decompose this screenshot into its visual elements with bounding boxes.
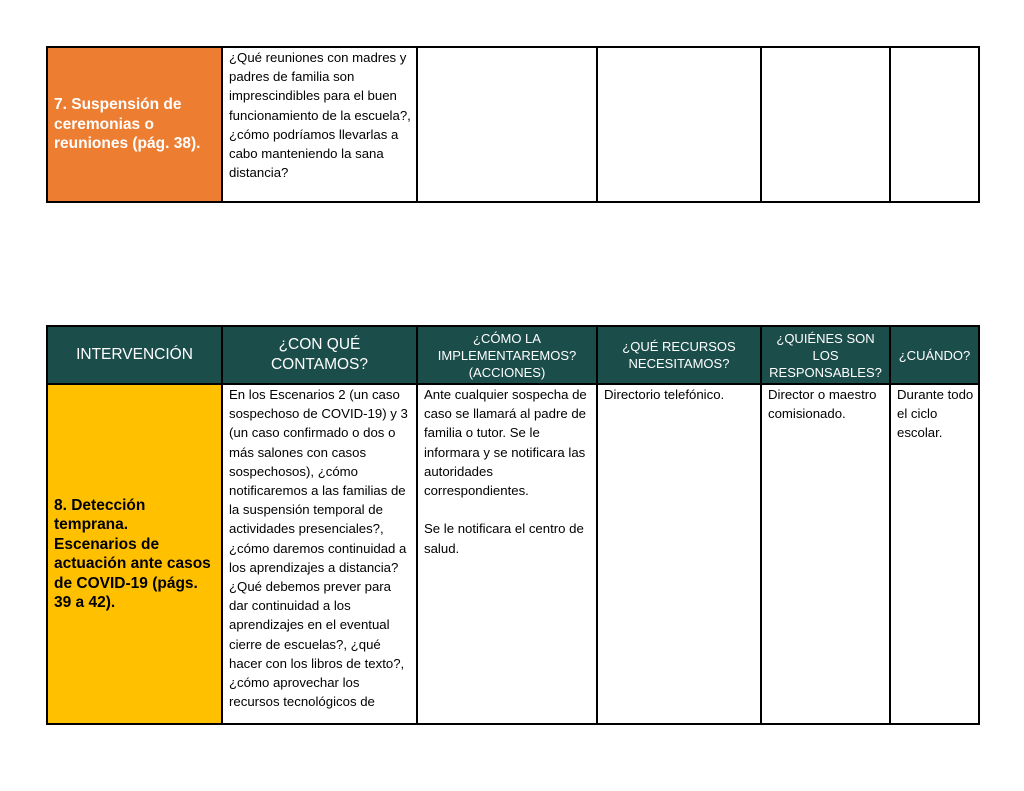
con-que-text-8: En los Escenarios 2 (un caso sospechoso de COVID-19) y 3 (un caso confirmado o dos o más salones con casos sospechosos), ¿cómo notificaremos a las familias de la suspensión temporal de actividades presenciales?, ¿cómo daremos continuidad a los aprendizajes a distancia? ¿Qué debemos prever para dar continuidad a los aprendizajes en el eventual cierre de escuelas?, ¿qué hacer con los libros de texto?, ¿cómo aprovechar los recursos tecnológicos de [229,387,408,710]
header-intervencion: INTERVENCIÓN [47,326,222,384]
header-como: ¿CÓMO LA IMPLEMENTAREMOS? (ACCIONES) [417,326,597,384]
intervention-label-8: 8. Detección temprana. Escenarios de actuación ante casos de COVID-19 (págs. 39 a 42). [54,496,211,611]
con-que-cell-7 [222,47,417,202]
responsables-cell-8 [761,384,890,724]
intervention-label-7: 7. Suspensión de ceremonias o reuniones (pág. 38). [54,96,201,153]
header-row [47,326,979,384]
table-row-7 [46,46,980,203]
acciones-text-8b: Se le notificara el centro de salud. [424,521,584,556]
recursos-cell-7 [597,47,761,202]
con-que-cell-8 [222,384,417,724]
recursos-text-8: Directorio telefónico. [604,387,725,402]
header-con-que: ¿CON QUÉ CONTAMOS? [222,326,417,384]
acciones-cell-7 [417,47,597,202]
intervention-cell-8 [47,384,222,724]
recursos-cell-8 [597,384,761,724]
acciones-cell-8 [417,384,597,724]
intervention-cell-7 [47,47,222,202]
cuando-text-8: Durante todo el ciclo escolar. [897,387,974,441]
cuando-cell-7 [890,47,979,202]
responsables-text-8: Director o maestro comisionado. [768,387,877,422]
header-cuando: ¿CUÁNDO? [890,326,979,384]
header-quienes: ¿QUIÉNES SON LOS RESPONSABLES? [761,326,890,384]
cuando-cell-8 [890,384,979,724]
responsables-cell-7 [761,47,890,202]
acciones-text-8a: Ante cualquier sospecha de caso se llamará al padre de familia o tutor. Se le informara y se notificara las autoridades correspondientes. [424,387,587,499]
con-que-text-7: ¿Qué reuniones con madres y padres de familia son imprescindibles para el buen funcionamiento de la escuela?, ¿cómo podríamos llevarlas a cabo manteniendo la sana distancia? [229,50,411,181]
table-row-8 [46,325,980,725]
header-recursos: ¿QUÉ RECURSOS NECESITAMOS? [597,326,761,384]
